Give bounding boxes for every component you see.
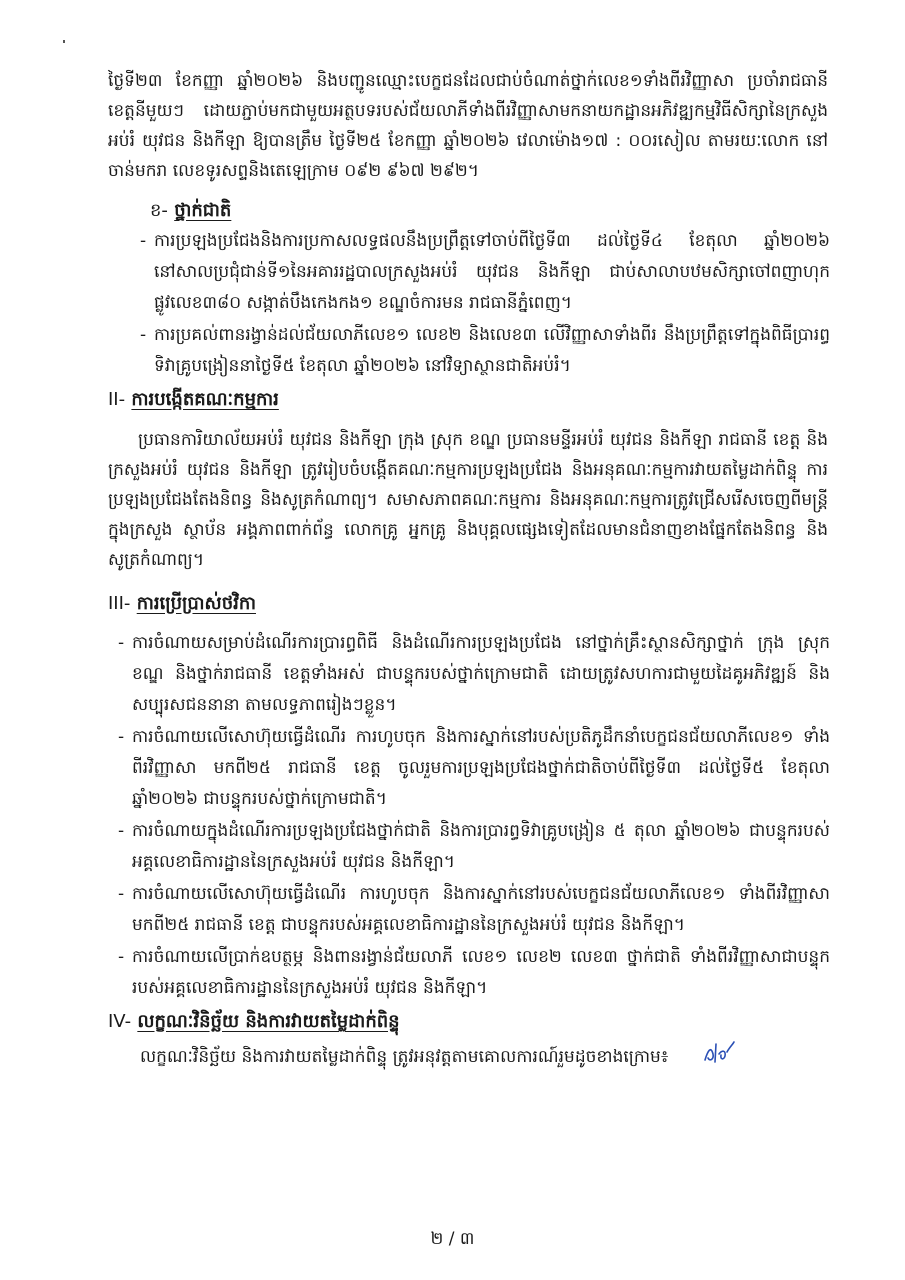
- section-2-number: II-: [108, 389, 126, 410]
- list-item: - ការប្រគល់ពានរង្វាន់ដល់ជ័យលាភីលេខ១ លេខ២ និងលេខ៣ លើវិញ្ញាសាទាំងពីរ នឹងប្រព្រឹត្តទៅក្នុងពិធីប្រារព្ធទិវាគ្រូបង្រៀននាថ្ងៃទី៥ ខែតុលា ឆ្នាំ២០២៦ នៅវិទ្យាស្ថានជាតិអប់រំ។: [140, 325, 830, 376]
- section-3-title: ការប្រើប្រាស់ថវិកា: [136, 593, 256, 614]
- intro-paragraph: ថ្ងៃទី២៣ ខែកញ្ញា ឆ្នាំ២០២៦ និងបញ្ជូនឈ្មោះបេក្ខជនដែលជាប់ចំណាត់ថ្នាក់លេខ១ទាំងពីរវិញ្ញាសា ប្រចាំរាជធានី ខេត្តនីមួយៗ ដោយភ្ជាប់មកជាមួយអត្ថបទរបស់ជ័យលាភីទាំងពីរវិញ្ញាសាមកនាយកដ្ឋានអភិវឌ្ឍកម្មវិធីសិក្សានៃក្រសួងអប់រំ យុវជន និងកីឡា ឱ្យបានត្រឹម ថ្ងៃទី២៥ ខែកញ្ញា ឆ្នាំ២០២៦ វេលាម៉ោង១៧ : ០០រសៀល តាមរយៈលោក នៅ ចាន់មករា លេខទូរសព្ទនិងតេឡេក្រាម ០៩២ ៩៦៧ ២៩២។: [108, 71, 828, 181]
- subsection-b-label: ខ-: [150, 200, 168, 221]
- section-4-paragraph: លក្ខណៈវិនិច្ឆ័យ និងការវាយតម្លៃដាក់ពិន្ទុ ត្រូវអនុវត្តតាមគោលការណ៍រួមដូចខាងក្រោម៖: [140, 1047, 669, 1067]
- subsection-b-title: ថ្នាក់ជាតិ: [174, 200, 232, 221]
- page-number: ២ / ៣: [430, 1229, 475, 1249]
- subsection-b-list: [140, 226, 830, 383]
- section-3-list: [118, 628, 830, 1005]
- subsection-b-heading: [150, 197, 231, 225]
- scan-speck: [63, 40, 65, 43]
- list-item: - ការចំណាយលើសោហ៊ុយធ្វើដំណើរ ការហូបចុក និងការស្នាក់នៅរបស់ប្រតិភូដឹកនាំបេក្ខជនជ័យលាភីលេខ១ ទាំងពីរវិញ្ញាសា មកពី២៥ រាជធានី ខេត្ត ចូលរួមការប្រឡងប្រជែងថ្នាក់ជាតិចាប់ពីថ្ងៃទី៣ ដល់ថ្ងៃទី៥ ខែតុលា ឆ្នាំ២០២៦ ជាបន្ទុករបស់ថ្នាក់ក្រោមជាតិ។: [118, 727, 830, 809]
- section-4-title: លក្ខណៈវិនិច្ឆ័យ និងការវាយតម្លៃដាក់ពិន្ទុ: [137, 1011, 400, 1032]
- section-2-heading: [108, 386, 279, 414]
- list-item: - ការប្រឡងប្រជែងនិងការប្រកាសលទ្ធផលនឹងប្រព្រឹត្តទៅចាប់ពីថ្ងៃទី៣ ដល់ថ្ងៃទី៤ ខែតុលា ឆ្នាំ២០២៦ នៅសាលប្រជុំជាន់ទី១នៃអគាររដ្ឋបាលក្រសួងអប់រំ យុវជន និងកីឡា ជាប់សាលាបឋមសិក្សាចៅពញាហុក ផ្លូវលេខ៣៨០ សង្កាត់បឹងកេងកង១ ខណ្ឌចំការមន រាជធានីភ្នំពេញ។: [140, 231, 830, 313]
- list-item: - ការចំណាយសម្រាប់ដំណើរការប្រារព្ធពិធី និងដំណើរការប្រឡងប្រជែង នៅថ្នាក់គ្រឹះស្ថានសិក្សាថ្នាក់ ក្រុង ស្រុក ខណ្ឌ និងថ្នាក់រាជធានី ខេត្តទាំងអស់ ជាបន្ទុករបស់ថ្នាក់ក្រោមជាតិ ដោយត្រូវសហការជាមួយដៃគូអភិវឌ្ឍន៍ និងសប្បុរសជននានា តាមលទ្ធភាពរៀងៗខ្លួន។: [118, 633, 830, 715]
- section-2-title: ការបង្កើតគណៈកម្មការ: [131, 389, 279, 410]
- section-3-heading: [108, 590, 256, 618]
- handwritten-initials-icon: [702, 1040, 736, 1066]
- section-4-number: IV-: [108, 1011, 132, 1032]
- list-item: - ការចំណាយលើប្រាក់ឧបត្ថម្ភ និងពានរង្វាន់ជ័យលាភី លេខ១ លេខ២ លេខ៣ ថ្នាក់ជាតិ ទាំងពីរវិញ្ញាសាជាបន្ទុករបស់អគ្គលេខាធិការដ្ឋាននៃក្រសួងអប់រំ យុវជន និងកីឡា។: [118, 947, 830, 998]
- list-item: - ការចំណាយលើសោហ៊ុយធ្វើដំណើរ ការហូបចុក និងការស្នាក់នៅរបស់បេក្ខជនជ័យលាភីលេខ១ ទាំងពីរវិញ្ញាសា មកពី២៥ រាជធានី ខេត្ត ជាបន្ទុករបស់អគ្គលេខាធិការដ្ឋាននៃក្រសួងអប់រំ យុវជន និងកីឡា។: [118, 884, 830, 935]
- list-item: - ការចំណាយក្នុងដំណើរការប្រឡងប្រជែងថ្នាក់ជាតិ និងការប្រារព្ធទិវាគ្រូបង្រៀន ៥ តុលា ឆ្នាំ២០២៦ ជាបន្ទុករបស់អគ្គលេខាធិការដ្ឋាននៃក្រសួងអប់រំ យុវជន និងកីឡា។: [118, 821, 830, 872]
- section-2-paragraph: ប្រធានការិយាល័យអប់រំ យុវជន និងកីឡា ក្រុង ស្រុក ខណ្ឌ ប្រធានមន្ទីរអប់រំ យុវជន និងកីឡា រាជធានី ខេត្ត និង ក្រសួងអប់រំ យុវជន និងកីឡា ត្រូវរៀបចំបង្កើតគណៈកម្មការប្រឡងប្រជែង និងអនុគណៈកម្មការវាយតម្លៃដាក់ពិន្ទុ ការប្រឡងប្រជែងតែងនិពន្ធ និងសូត្រកំណាព្យ។ សមាសភាពគណៈកម្មការ និងអនុគណៈកម្មការត្រូវជ្រើសរើសចេញពីមន្ត្រីក្នុងក្រសួង ស្ថាប័ន អង្គភាពពាក់ព័ន្ធ លោកគ្រូ អ្នកគ្រូ និងបុគ្គលផ្សេងទៀតដែលមានជំនាញខាងផ្នែកតែងនិពន្ធ និងសូត្រកំណាព្យ។: [108, 430, 828, 570]
- section-3-number: III-: [108, 593, 131, 614]
- section-4-heading: [108, 1008, 400, 1036]
